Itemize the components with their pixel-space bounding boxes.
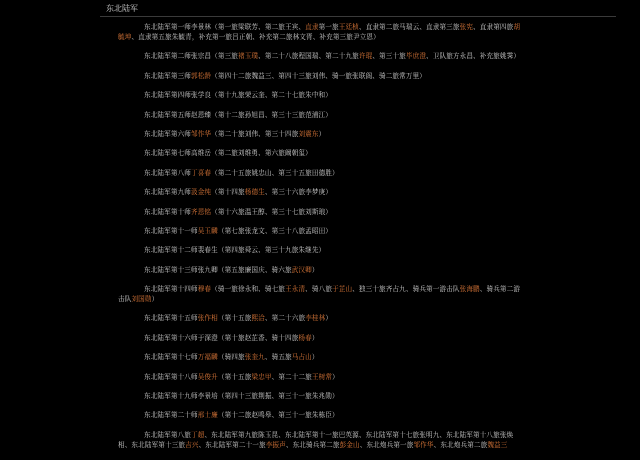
entry-text: （第四十二旅魏益三、第四十三旅刘伟、骑一旅张联阁、骑二旅常万里） [211,71,426,80]
entry-text: 、骑八旅 [305,285,333,294]
entry-text: （第七旅张龙文、第三十八旅孟昭田） [217,226,333,235]
unit-entry [118,110,526,120]
person-link[interactable]: 武汉卿 [291,265,312,274]
unit-entry [118,226,526,236]
unit-entry [118,51,526,61]
person-link[interactable]: 熙洽 [251,314,265,323]
unit-entry [118,284,526,304]
entry-text: （第十五旅 [217,372,252,381]
unit-entry [118,372,526,382]
person-link[interactable]: 邹作华 [413,440,434,449]
entry-text: 东北陆军第六师 [144,129,191,138]
entry-text: 东北陆军第十七师 [144,353,198,362]
entry-text: 、第三十旅 [372,52,406,61]
person-link[interactable]: 汲金纯 [191,188,212,197]
entry-text: ） [311,265,319,274]
person-link[interactable]: 李桂林 [305,314,326,323]
entry-text: 、卫队旅方永昌、补充旅姚霁） [426,52,521,61]
person-link[interactable]: 许琨 [358,52,373,61]
entry-text: 东北陆军第四师张学良（第十九旅荣云奎、第二十七旅朱中和） [144,91,332,100]
entry-text: 东北陆军第十一师 [144,226,198,235]
entry-text: （骑四旅 [217,353,245,362]
entry-text: （第十四旅 [211,188,245,197]
person-link[interactable]: 邢士廉 [197,411,218,420]
entry-text: 东北陆军第十八师 [144,372,198,381]
person-link[interactable]: 郭松龄 [191,71,212,80]
person-link[interactable]: 魏益三 [487,440,508,449]
unit-entry [118,391,526,401]
entry-text: 、第二十六旅 [264,314,306,323]
entry-text: 东北陆军第十四师 [144,285,198,294]
entry-text: 东北陆军第二师张宗昌（第三旅 [144,52,238,61]
unit-entry [118,410,526,420]
person-link[interactable]: 刘震东 [298,129,319,138]
entry-text: 第一旅 [318,23,339,31]
entry-text: 东北陆军第十师 [144,207,191,216]
person-link[interactable]: 杨春 [298,333,312,342]
person-link[interactable]: 吉兴 [185,440,199,449]
unit-list [118,22,526,450]
entry-text: 、东北炮兵第一旅 [359,440,414,449]
unit-entry [118,265,526,275]
person-link[interactable]: 直隶 [305,23,319,31]
entry-text: 、骑兵第二游击队 [118,285,521,304]
entry-text: （第十二旅赵鸣皋、第三十一旅朱栋臣） [217,411,339,420]
person-link[interactable]: 李振声 [265,440,286,449]
person-link[interactable]: 王永清 [285,285,306,294]
person-link[interactable]: 张海鹏 [459,285,480,294]
person-link[interactable]: 穆春 [197,285,212,294]
person-link[interactable]: 吴玉麟 [197,226,218,235]
unit-entry [118,352,526,362]
unit-entry [118,245,526,255]
entry-text: 东北陆军第五师赵恩臻（第十二旅孙旭昌、第三十三旅范浦江） [144,110,332,119]
person-link[interactable]: 王廷桢 [338,23,359,31]
entry-text: 东北陆军第八师 [144,168,191,177]
entry-text: ） [311,333,319,342]
unit-entry [118,71,526,81]
unit-entry [118,313,526,323]
person-link[interactable]: 梁忠甲 [251,372,272,381]
entry-text: 、东北骑兵第二旅 [285,440,340,449]
entry-text: （第二十旅刘伟、第三十四旅 [211,129,299,138]
unit-entry [118,187,526,197]
entry-text: 东北陆军第十三师张九卿（第五旅廉国庆、骑六旅 [144,265,292,274]
person-link[interactable]: 刘国勋 [131,295,152,304]
section-title: 东北陆军 [100,1,616,17]
entry-text: 、东北炮兵第二旅 [433,440,488,449]
unit-entry [118,430,526,450]
entry-text: 东北陆军第十九师李景培（第四十三旅荆振、第三十一旅朱兆勋） [144,392,339,401]
entry-text: ） [332,372,339,381]
entry-text: 东北陆军第一师李景林（第一旅梁联芳、第二旅王宾、 [144,23,306,31]
entry-text: 、骑五旅 [264,353,292,362]
entry-text: 东北陆军第八旅 [144,430,191,439]
unit-entry [118,168,526,178]
entry-text: ） [318,129,326,138]
entry-text: 东北陆军第三师 [144,71,191,80]
entry-text: 东北陆军第十五师 [144,314,198,323]
person-link[interactable]: 张宪 [459,23,474,31]
person-link[interactable]: 彭金山 [339,440,360,449]
person-link[interactable]: 吴俊升 [197,372,218,381]
entry-text: （第十六旅温王醇、第三十七旅刘斯琅） [211,207,333,216]
entry-text: 、直隶第五旅朱毓青，补充第一旅吕正朝、补充第二旅林文胥、补充第三旅尹立恩） [131,33,380,41]
person-link[interactable]: 杨德生 [244,188,265,197]
entry-text: 、独三十旅齐占九、骑兵第一游击队 [352,285,460,294]
entry-text: ） [151,295,159,304]
person-link[interactable]: 褚玉璞 [238,52,259,61]
entry-text: 东北陆军第二十师 [144,411,198,420]
person-link[interactable]: 齐恩铭 [191,207,212,216]
entry-text: 东北陆军第十六师于深澄（第十旅赵芷香、骑十四旅 [144,333,299,342]
entry-text: 、第二十二旅 [271,372,312,381]
person-link[interactable]: 丁喜春 [191,168,212,177]
entry-text: ） [325,314,333,323]
entry-text: ） [311,353,319,362]
entry-text: 东北陆军第九师 [144,188,191,197]
entry-text: 东北陆军第七师高维岳（第二旅刘维勇、第六旅阚朝玺） [144,149,312,158]
entry-text: 、东北陆军第九旅陈玉昆、东北陆军第十一旅巴英源、东北陆军第十七旅张明九、东北陆军第十八旅张焕相、东北陆军第十三旅 [118,430,514,449]
entry-text: 、直隶第二旅马瑞云、直隶第三旅 [358,23,460,31]
person-link[interactable]: 张奎九 [244,353,265,362]
unit-entry [118,90,526,100]
unit-entry [118,22,526,42]
unit-entry [118,148,526,158]
entry-text: 东北陆军第十二师裴春生（第四旅舜云、第三十九旅朱继先） [144,246,326,255]
person-link[interactable]: 王树常 [311,372,333,381]
person-link[interactable]: 胡毓坤 [118,23,521,41]
entry-text: （骑一旅徐永和、骑七旅 [211,285,286,294]
person-link[interactable]: 马占山 [291,353,312,362]
unit-entry [118,207,526,217]
person-link[interactable]: 邹作华 [191,129,212,138]
entry-text: 、第三十六旅李梦庚） [264,188,333,197]
person-link[interactable]: 于芷山 [332,285,353,294]
person-link[interactable]: 张作相 [197,314,218,323]
person-link[interactable]: 丁超 [191,430,205,439]
entry-text: （第十五旅 [217,314,252,323]
person-link[interactable]: 毕庶澄 [405,52,427,61]
entry-text: 、第二十八旅程国瑞、第二十九旅 [258,52,359,61]
entry-text: 、东北陆军第二十一旅 [198,440,266,449]
entry-text: 、直隶第四旅 [473,23,514,31]
person-link[interactable]: 万福麟 [197,353,218,362]
unit-entry [118,129,526,139]
unit-entry [118,333,526,343]
entry-text: （第二十五旅姚忠山、第三十五旅田德胜） [211,168,339,177]
